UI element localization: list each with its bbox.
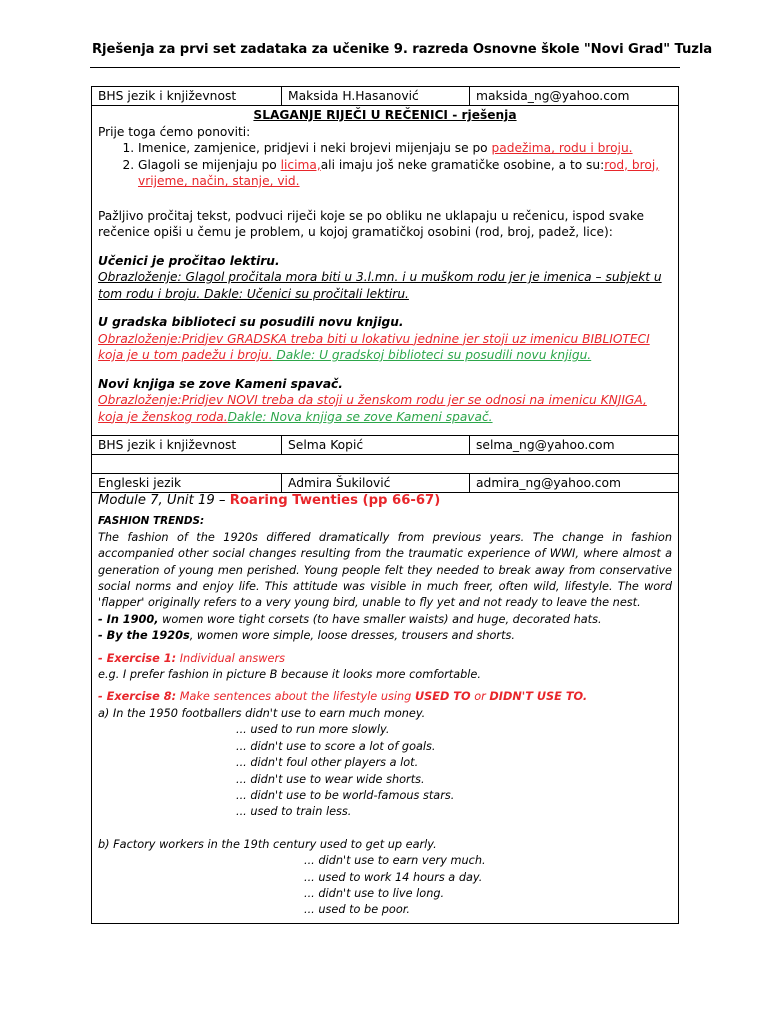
answer-line: ... didn't use to live long. (304, 886, 445, 900)
bullet-1920s: - By the 1920s, women wore simple, loose dresses, trousers and shorts. (98, 629, 515, 643)
answer-line: ... didn't foul other players a lot. (236, 756, 419, 770)
example-explanation: Obrazloženje:Pridjev GRADSKA treba biti u lokativu jednine jer stoji uz imenicu BIBLIOTECI koja je u tom padežu i broju. Dakle: U gradskoj biblioteci su posudili novu knjigu. (98, 331, 650, 362)
answer-line: ... used to run more slowly. (236, 723, 390, 737)
empty-row (91, 455, 679, 474)
teacher-row-maksida (91, 86, 679, 106)
exercise-8-b-intro: b) Factory workers in the 19th century used to get up early. (98, 837, 437, 851)
teacher-cell: Maksida H.Hasanović (282, 87, 470, 106)
example-sentence: Učenici je pročitao lektiru. (98, 253, 280, 268)
subject-cell: BHS jezik i književnost (92, 87, 282, 106)
bullet-1900: - In 1900, women wore tight corsets (to have smaller waists) and huge, decorated hats. (98, 612, 602, 626)
answer-line: ... didn't use to score a lot of goals. (236, 739, 436, 753)
answer-line: ... didn't use to wear wide shorts. (236, 772, 425, 786)
answer-line: ... didn't use to earn very much. (304, 854, 486, 868)
fashion-paragraph: The fashion of the 1920s differed dramatically from previous years. The change in fashion accompanied other social changes resulting from the traumatic experience of WWI, where almost a generation of young men perished. Young people felt they needed to break away from conservative social norms and enjoy life. This attitude was visible in much freer, often wild, lifestyle. The word 'flapper' originally refers to a very young bird, unable to fly yet and not ready to leave the nest. (98, 530, 672, 610)
email-cell: selma_ng@yahoo.com (470, 436, 679, 455)
document-body (91, 86, 679, 924)
example-explanation: Obrazloženje:Pridjev NOVI treba da stoji u ženskom rodu jer se odnosi na imenicu KNJIGA, koja je ženskog roda.Dakle: Nova knjiga se zove Kameni spavač. (98, 393, 647, 424)
email-cell: admira_ng@yahoo.com (470, 474, 679, 493)
list-item: 2. Glagoli se mijenjaju po licima,ali imaju još neke gramatičke osobine, a to su:rod, broj, vrijeme, način, stanje, vid. (138, 157, 672, 190)
list-item: 1. Imenice, zamjenice, pridjevi i neki brojevi mijenjaju se po padežima, rodu i broju. (138, 140, 672, 157)
teacher-cell: Selma Kopić (282, 436, 470, 455)
example-explanation: Obrazloženje: Glagol pročitala mora biti u 3.l.mn. i u muškom rodu jer je imenica – subjekt u tom rodu i broju. Dakle: Učenici su pročitali lektiru. (98, 270, 662, 301)
instruction-text: Pažljivo pročitaj tekst, podvuci riječi koje se po obliku ne uklapaju u rečenicu, ispod svake rečenice opiši u čemu je problem, u kojoj gramatičkoj osobini (rod, broj, padež, lice): (98, 208, 644, 239)
exercise-8-label: - Exercise 8: Make sentences about the lifestyle using USED TO or DIDN'T USE TO. (98, 690, 588, 704)
teacher-row-selma (91, 436, 679, 455)
answer-line: ... used to train less. (236, 805, 352, 819)
example-sentence: U gradska biblioteci su posudili novu knjigu. (98, 315, 404, 329)
answer-line: ... used to work 14 hours a day. (304, 870, 483, 884)
fashion-heading: FASHION TRENDS: (98, 515, 205, 528)
exercise-1-label: - Exercise 1: Individual answers (98, 651, 286, 665)
intro-text: Prije toga ćemo ponoviti: (98, 124, 251, 139)
subject-cell: BHS jezik i književnost (92, 436, 282, 455)
rules-list (98, 140, 672, 190)
answer-line: ... didn't use to be world-famous stars. (236, 788, 455, 802)
subject-cell: Engleski jezik (92, 474, 282, 493)
page-header: Rješenja za prvi set zadataka za učenike 9. razreda Osnovne škole "Novi Grad" Tuzla (92, 42, 713, 57)
english-solution-section (91, 493, 679, 924)
exercise-8-a-intro: a) In the 1950 footballers didn't use to earn much money. (98, 706, 426, 720)
exercise-1-example: e.g. I prefer fashion in picture B because it looks more comfortable. (98, 668, 481, 682)
bhs-solution-section (91, 106, 679, 436)
module-title: Module 7, Unit 19 – Roaring Twenties (pp 66-67) (98, 493, 441, 508)
teacher-row-admira (91, 474, 679, 493)
email-cell: maksida_ng@yahoo.com (470, 87, 679, 106)
header-rule (90, 67, 680, 68)
section-title: SLAGANJE RIJEČI U REČENICI - rješenja (253, 108, 517, 122)
teacher-cell: Admira Šukilović (282, 474, 470, 493)
answer-line: ... used to be poor. (304, 903, 410, 917)
example-sentence: Novi knjiga se zove Kameni spavač. (98, 376, 343, 391)
